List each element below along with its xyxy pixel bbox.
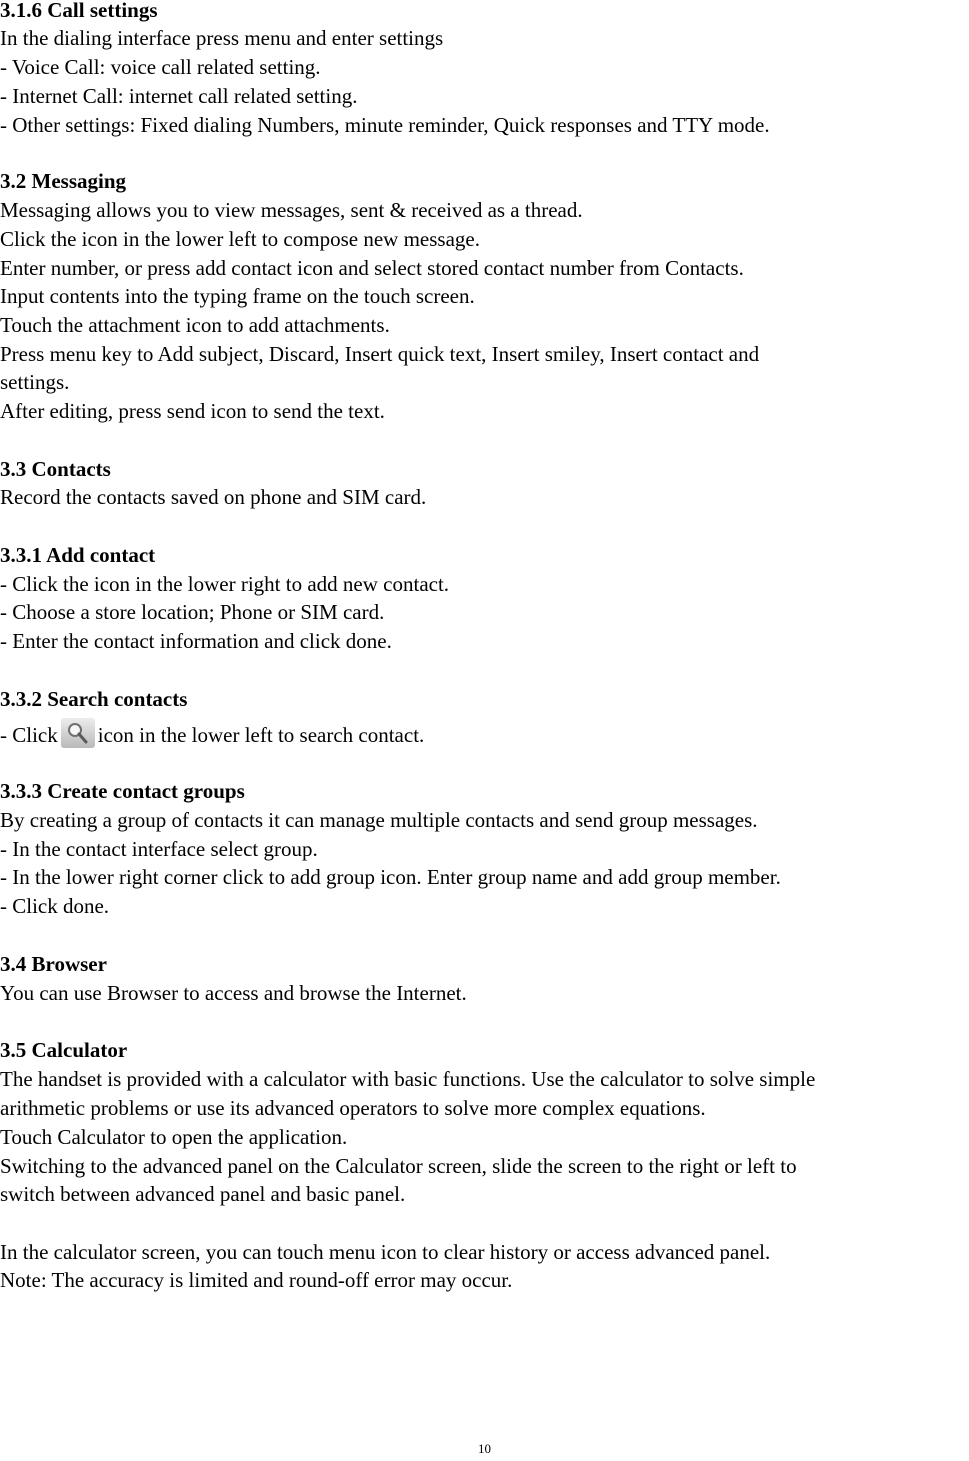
call-settings-line: - Other settings: Fixed dialing Numbers, minute reminder, Quick responses and TTY mode.: [0, 113, 770, 137]
heading-calculator: 3.5 Calculator: [0, 1038, 128, 1062]
contact-groups-line: - In the contact interface select group.: [0, 837, 318, 861]
messaging-line: Enter number, or press add contact icon and select stored contact number from Contacts.: [0, 256, 744, 280]
contact-groups-line: - Click done.: [0, 894, 110, 918]
calculator-line: Note: The accuracy is limited and round-off error may occur.: [0, 1268, 513, 1292]
call-settings-line: In the dialing interface press menu and enter settings: [0, 26, 444, 50]
calculator-line: switch between advanced panel and basic panel.: [0, 1182, 406, 1206]
messaging-line: Messaging allows you to view messages, sent & received as a thread.: [0, 198, 583, 222]
heading-contacts: 3.3 Contacts: [0, 457, 111, 481]
heading-contact-groups: 3.3.3 Create contact groups: [0, 779, 245, 803]
messaging-line: settings.: [0, 370, 70, 394]
heading-search-contacts: 3.3.2 Search contacts: [0, 687, 188, 711]
calculator-line: arithmetic problems or use its advanced operators to solve more complex equations.: [0, 1096, 706, 1120]
contact-groups-line: By creating a group of contacts it can manage multiple contacts and send group messages.: [0, 808, 758, 832]
add-contact-line: - Choose a store location; Phone or SIM card.: [0, 600, 385, 624]
heading-call-settings: 3.1.6 Call settings: [0, 0, 158, 22]
messaging-line: Click the icon in the lower left to compose new message.: [0, 227, 480, 251]
messaging-line: Press menu key to Add subject, Discard, Insert quick text, Insert smiley, Insert contact and: [0, 342, 760, 366]
call-settings-line: - Internet Call: internet call related setting.: [0, 84, 358, 108]
contacts-line: Record the contacts saved on phone and SIM card.: [0, 485, 427, 509]
heading-messaging: 3.2 Messaging: [0, 169, 126, 193]
page-number: 10: [478, 1441, 491, 1456]
search-contacts-line: [0, 718, 424, 749]
contact-groups-line: - In the lower right corner click to add group icon. Enter group name and add group member.: [0, 865, 781, 889]
messaging-line: Input contents into the typing frame on the touch screen.: [0, 284, 475, 308]
calculator-line: In the calculator screen, you can touch menu icon to clear history or access advanced panel.: [0, 1240, 771, 1264]
calculator-line: The handset is provided with a calculator with basic functions. Use the calculator to solve simple: [0, 1067, 816, 1091]
messaging-line: Touch the attachment icon to add attachments.: [0, 313, 390, 337]
search-contacts-suffix: icon in the lower left to search contact.: [97, 723, 425, 747]
add-contact-line: - Click the icon in the lower right to add new contact.: [0, 572, 450, 596]
search-icon: [61, 718, 95, 748]
heading-add-contact: 3.3.1 Add contact: [0, 543, 156, 567]
add-contact-line: - Enter the contact information and click done.: [0, 629, 392, 653]
call-settings-line: - Voice Call: voice call related setting.: [0, 55, 321, 79]
messaging-line: After editing, press send icon to send the text.: [0, 399, 385, 423]
browser-line: You can use Browser to access and browse the Internet.: [0, 981, 467, 1005]
search-contacts-prefix: - Click: [0, 723, 58, 747]
calculator-line: Touch Calculator to open the application.: [0, 1125, 348, 1149]
heading-browser: 3.4 Browser: [0, 952, 107, 976]
calculator-line: Switching to the advanced panel on the Calculator screen, slide the screen to the right or left to: [0, 1154, 797, 1178]
